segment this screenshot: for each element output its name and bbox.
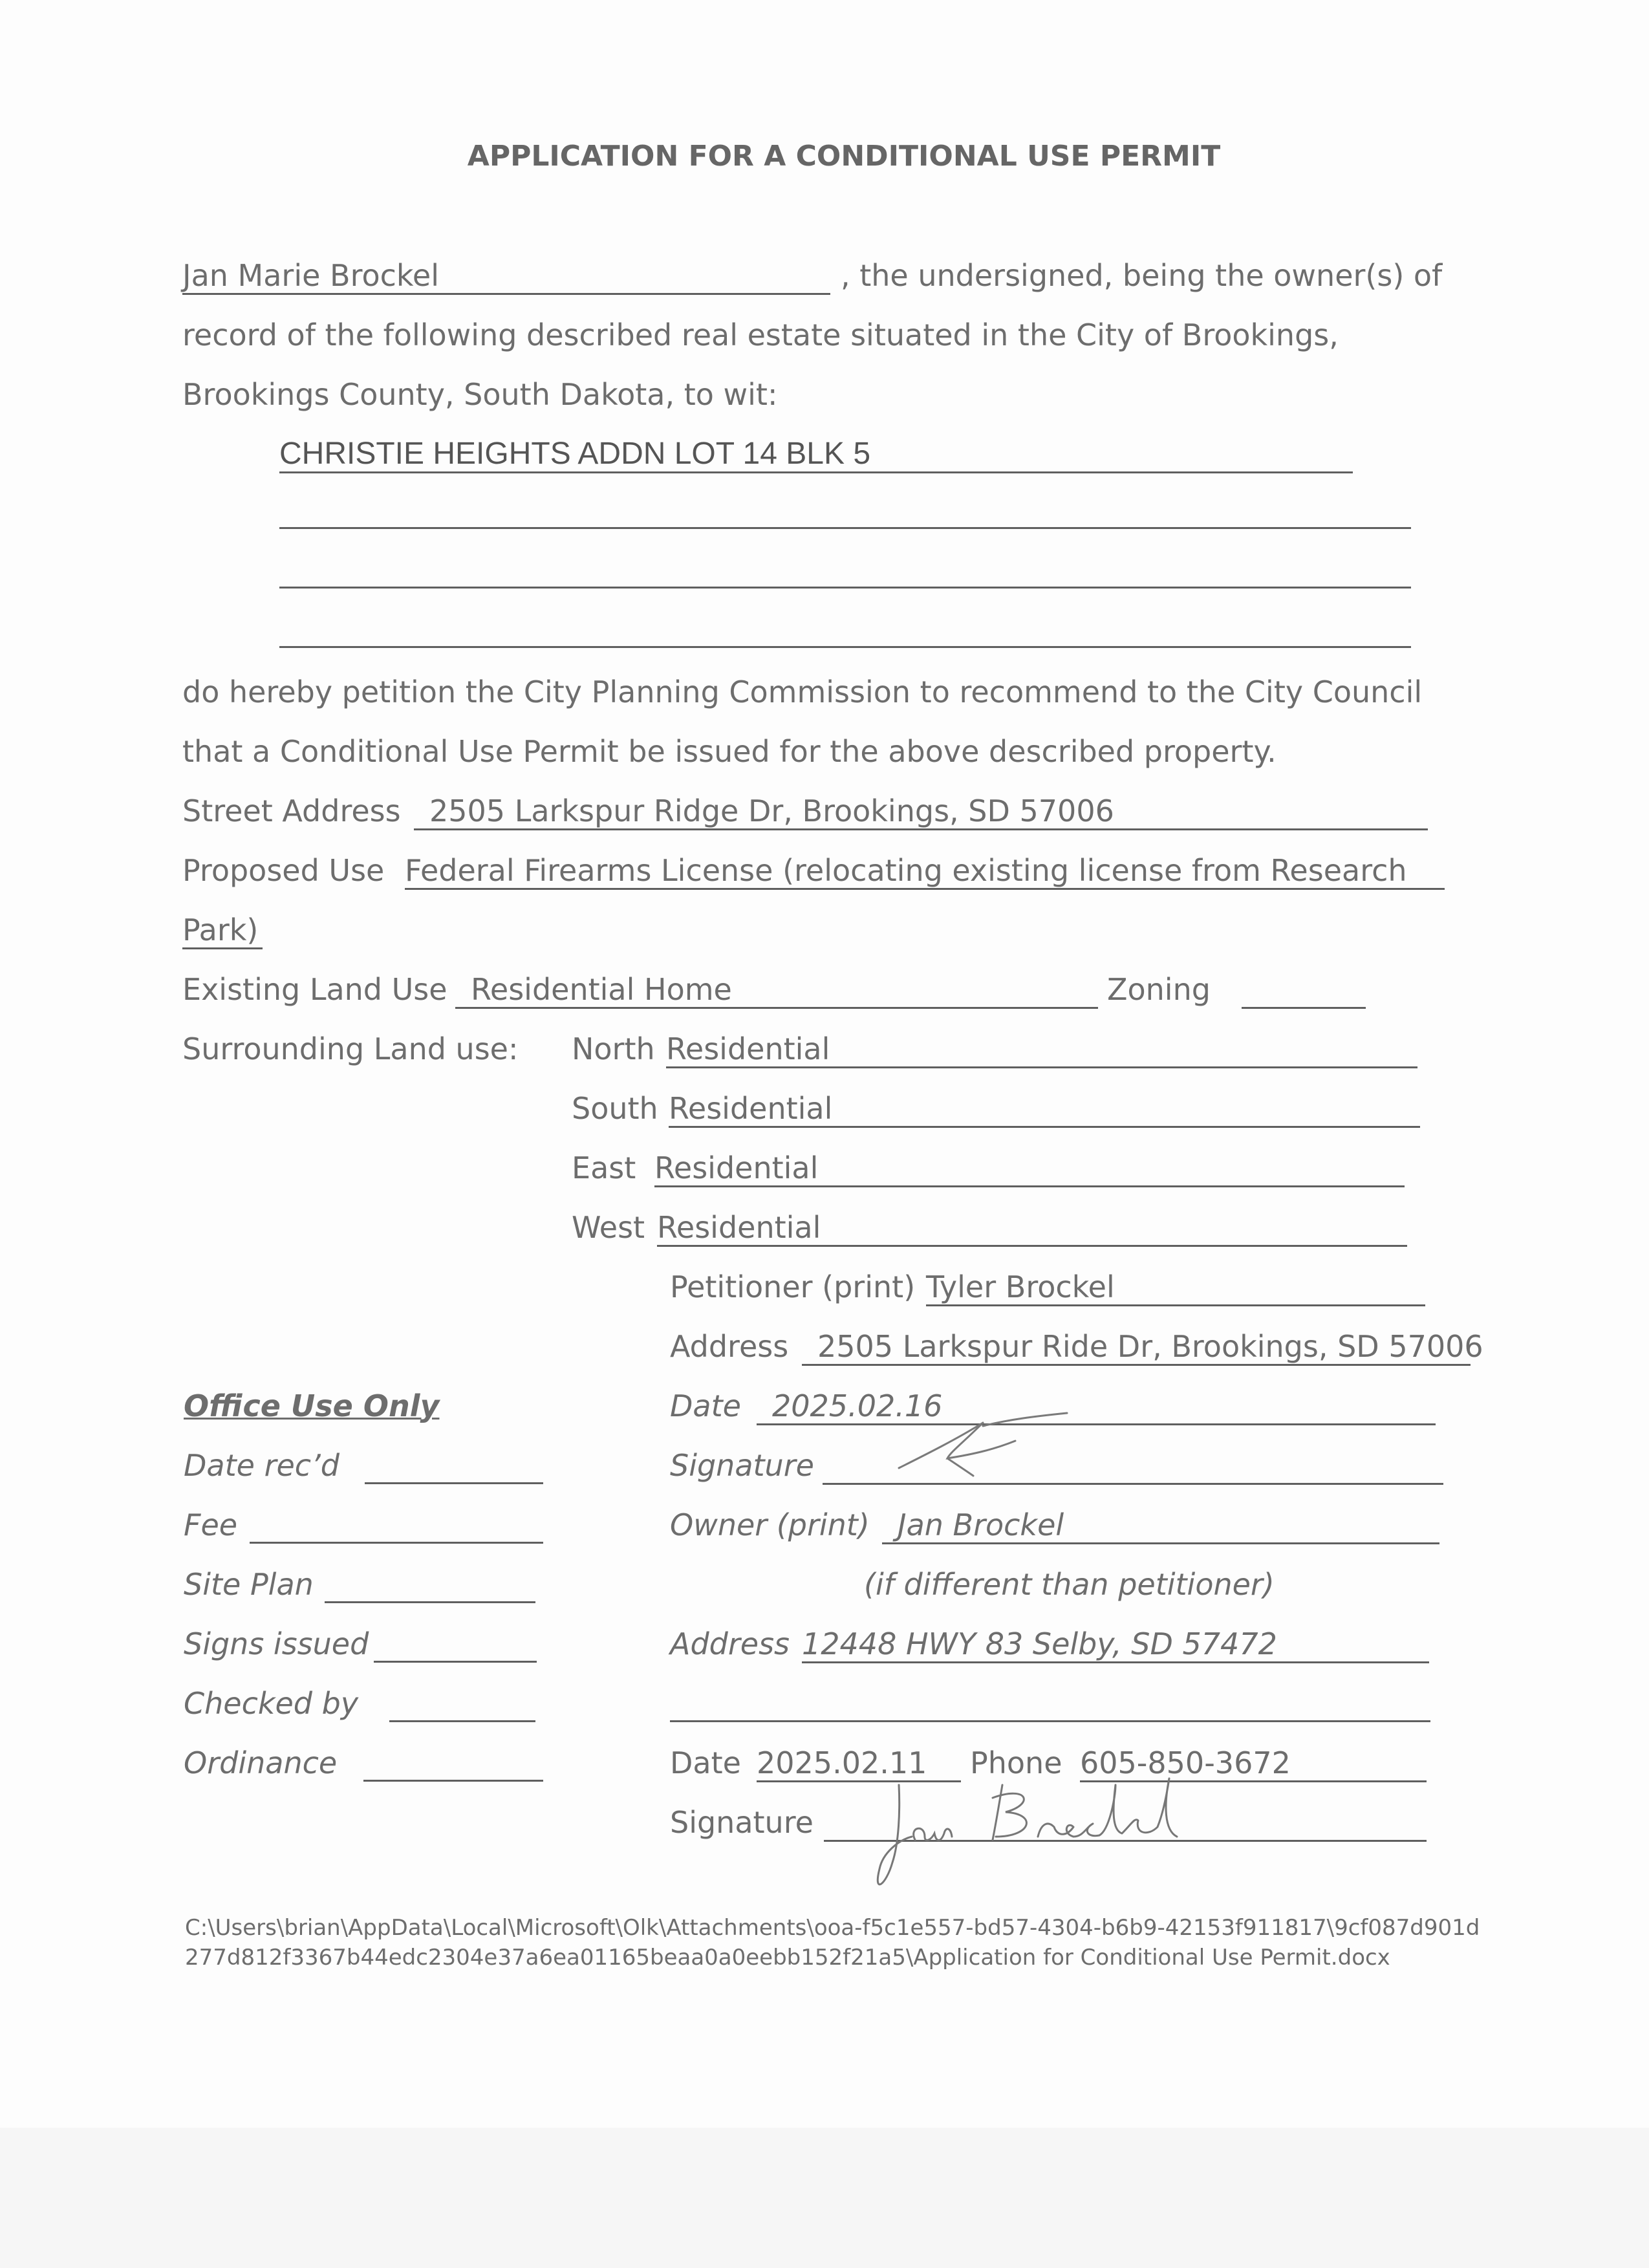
office-fee-label: Fee <box>184 1507 238 1542</box>
owner-different-note: (if different than petitioner) <box>864 1567 1275 1602</box>
office-checked-by-label: Checked by <box>184 1686 359 1721</box>
proposed-use-field[interactable]: Federal Firearms License (relocating existing license from Research <box>405 851 1445 890</box>
north-label: North <box>572 1031 655 1066</box>
office-site-plan-field[interactable] <box>325 1601 535 1603</box>
existing-land-use-label: Existing Land Use <box>182 972 447 1007</box>
south-label: South <box>572 1091 658 1126</box>
owner-signature-label: Signature <box>670 1805 814 1840</box>
office-signs-issued-field[interactable] <box>374 1661 537 1663</box>
petition-line-1: do hereby petition the City Planning Commission to recommend to the City Council <box>182 675 1423 709</box>
north-land-use-field[interactable]: Residential <box>666 1030 1417 1068</box>
footer-file-path: C:\Users\brian\AppData\Local\Microsoft\Olk\Attachments\ooa-f5c1e557-bd57-4304-b6b9-42153f911817\9cf087d901d277d812f3367b44edc2304e37a6ea01165beaa0a0eebb152f21a5\Application for Conditional Use Permit.docx <box>185 1915 1480 1971</box>
office-checked-by-field[interactable] <box>389 1720 535 1722</box>
petitioner-signature-mark <box>886 1403 1073 1487</box>
petitioner-date-label: Date <box>670 1388 741 1423</box>
intro-line-3: Brookings County, South Dakota, to wit: <box>182 377 778 412</box>
owner-date-label: Date <box>670 1745 741 1780</box>
intro-line-1: , the undersigned, being the owner(s) of <box>841 258 1443 293</box>
office-ordinance-field[interactable] <box>363 1780 543 1782</box>
proposed-use-field-continued[interactable]: Park) <box>182 911 263 949</box>
office-use-heading: Office Use Only <box>184 1388 440 1423</box>
petitioner-signature-label: Signature <box>670 1448 814 1483</box>
street-address-label: Street Address <box>182 794 401 828</box>
legal-description-blank-line[interactable] <box>279 587 1411 589</box>
office-fee-field[interactable] <box>250 1542 543 1544</box>
east-land-use-field[interactable]: Residential <box>654 1149 1405 1187</box>
owner-address-label: Address <box>670 1626 790 1661</box>
petitioner-address-label: Address <box>670 1329 789 1364</box>
zoning-field[interactable] <box>1242 970 1366 1009</box>
scan-bottom-band <box>0 2128 1649 2268</box>
petitioner-name-label: Petitioner (print) <box>670 1269 916 1304</box>
document-title: APPLICATION FOR A CONDITIONAL USE PERMIT <box>467 140 1221 173</box>
owner-address-field[interactable]: 12448 HWY 83 Selby, SD 57472 <box>802 1625 1429 1663</box>
owner-name-label: Owner (print) <box>670 1507 870 1542</box>
owner-date-field[interactable]: 2025.02.11 <box>757 1744 961 1782</box>
legal-description-field[interactable]: CHRISTIE HEIGHTS ADDN LOT 14 BLK 5 <box>279 435 1353 473</box>
zoning-label: Zoning <box>1107 972 1211 1007</box>
owner-of-record-field[interactable]: Jan Marie Brockel <box>182 256 830 295</box>
surrounding-land-use-label: Surrounding Land use: <box>182 1031 519 1066</box>
existing-land-use-field[interactable]: Residential Home <box>455 970 1098 1009</box>
petitioner-date-field[interactable]: 2025.02.16 <box>757 1387 1436 1425</box>
office-site-plan-label: Site Plan <box>184 1567 314 1602</box>
office-ordinance-label: Ordinance <box>184 1745 338 1780</box>
owner-phone-label: Phone <box>970 1745 1062 1780</box>
intro-line-2: record of the following described real estate situated in the City of Brookings, <box>182 318 1339 352</box>
south-land-use-field[interactable]: Residential <box>669 1089 1420 1128</box>
west-label: West <box>572 1210 645 1245</box>
office-date-recd-field[interactable] <box>365 1482 543 1484</box>
legal-description-blank-line[interactable] <box>279 527 1411 529</box>
street-address-field[interactable]: 2505 Larkspur Ridge Dr, Brookings, SD 57006 <box>414 792 1428 830</box>
owner-name-field[interactable]: Jan Brockel <box>882 1506 1439 1544</box>
office-signs-issued-label: Signs issued <box>184 1626 369 1661</box>
petitioner-address-field[interactable]: 2505 Larkspur Ride Dr, Brookings, SD 57006 <box>802 1327 1471 1366</box>
east-label: East <box>572 1150 636 1185</box>
office-date-recd-label: Date rec’d <box>184 1448 339 1483</box>
petition-line-2: that a Conditional Use Permit be issued for the above described property. <box>182 734 1277 769</box>
petitioner-name-field[interactable]: Tyler Brockel <box>926 1268 1425 1306</box>
west-land-use-field[interactable]: Residential <box>657 1208 1407 1247</box>
legal-description-blank-line[interactable] <box>279 646 1411 648</box>
owner-address-second-line[interactable] <box>670 1720 1430 1722</box>
proposed-use-label: Proposed Use <box>182 853 385 888</box>
owner-signature-mark <box>860 1772 1196 1901</box>
owner-phone-field[interactable]: 605-850-3672 <box>1080 1744 1427 1782</box>
